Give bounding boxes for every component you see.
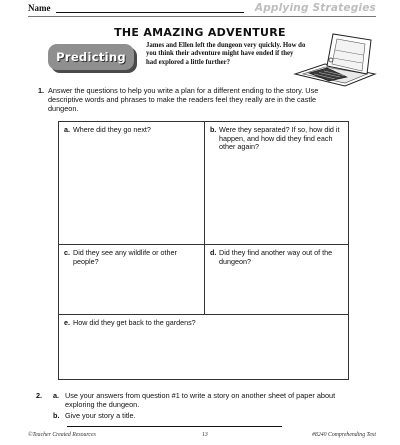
question-2b (53, 411, 348, 429)
header-rule (28, 16, 376, 17)
question-2a-text: Use your answers from question #1 to write a story on another sheet of paper about exploring the dungeon. (65, 391, 336, 409)
cell-e-text: How did they get back to the gardens? (73, 318, 196, 327)
footer-publisher: ©Teacher Created Resources (28, 432, 96, 438)
name-label: Name (28, 3, 51, 13)
dungeon-door-illustration (291, 30, 377, 88)
cell-a[interactable] (59, 122, 205, 245)
question-2b-label: b. (53, 411, 60, 420)
worksheet-title: THE AMAZING ADVENTURE (114, 26, 286, 39)
cell-c-text: Did they see any wildlife or other people? (73, 248, 177, 266)
predicting-badge (48, 44, 134, 70)
cell-a-text: Where did they go next? (73, 125, 151, 134)
cell-b-text: Were they separated? If so, how did it happen, and how did they find each other again? (219, 125, 340, 152)
cell-d-text: Did they find another way out of the dungeon? (219, 248, 333, 266)
question-2-number: 2. (36, 391, 43, 400)
intro-prompt: James and Ellen left the dungeon very quickly. How do you think their adventure might have ended if they had explored a little further? (146, 42, 306, 66)
cell-b-label: b. (210, 125, 217, 134)
cell-e-label: e. (64, 318, 70, 327)
question-1 (38, 86, 348, 113)
cell-d-label: d. (210, 248, 217, 257)
footer-book-title: #8240 Comprehending Text (312, 432, 376, 438)
section-title: Applying Strategies (254, 2, 376, 14)
question-2a-label: a. (53, 391, 60, 400)
cell-d[interactable] (205, 245, 348, 315)
cell-c[interactable] (59, 245, 205, 315)
page-header (28, 3, 376, 15)
name-write-line[interactable] (56, 12, 244, 13)
badge-label: Predicting (56, 50, 126, 64)
cell-c-label: c. (64, 248, 70, 257)
footer-page-number: 13 (202, 432, 208, 438)
question-2b-text: Give your story a title. (65, 411, 136, 420)
question-1-number: 1. (38, 86, 45, 95)
cell-e[interactable] (59, 315, 348, 379)
question-1-text: Answer the questions to help you write a plan for a different ending to the story. Use descriptive words and phrases to make the readers feel they really are in the castle dungeon. (48, 86, 319, 113)
cell-a-label: a. (64, 125, 70, 134)
cell-b[interactable] (205, 122, 348, 245)
question-2a (53, 391, 343, 409)
story-title-line[interactable] (67, 426, 282, 427)
planning-grid (58, 121, 349, 380)
